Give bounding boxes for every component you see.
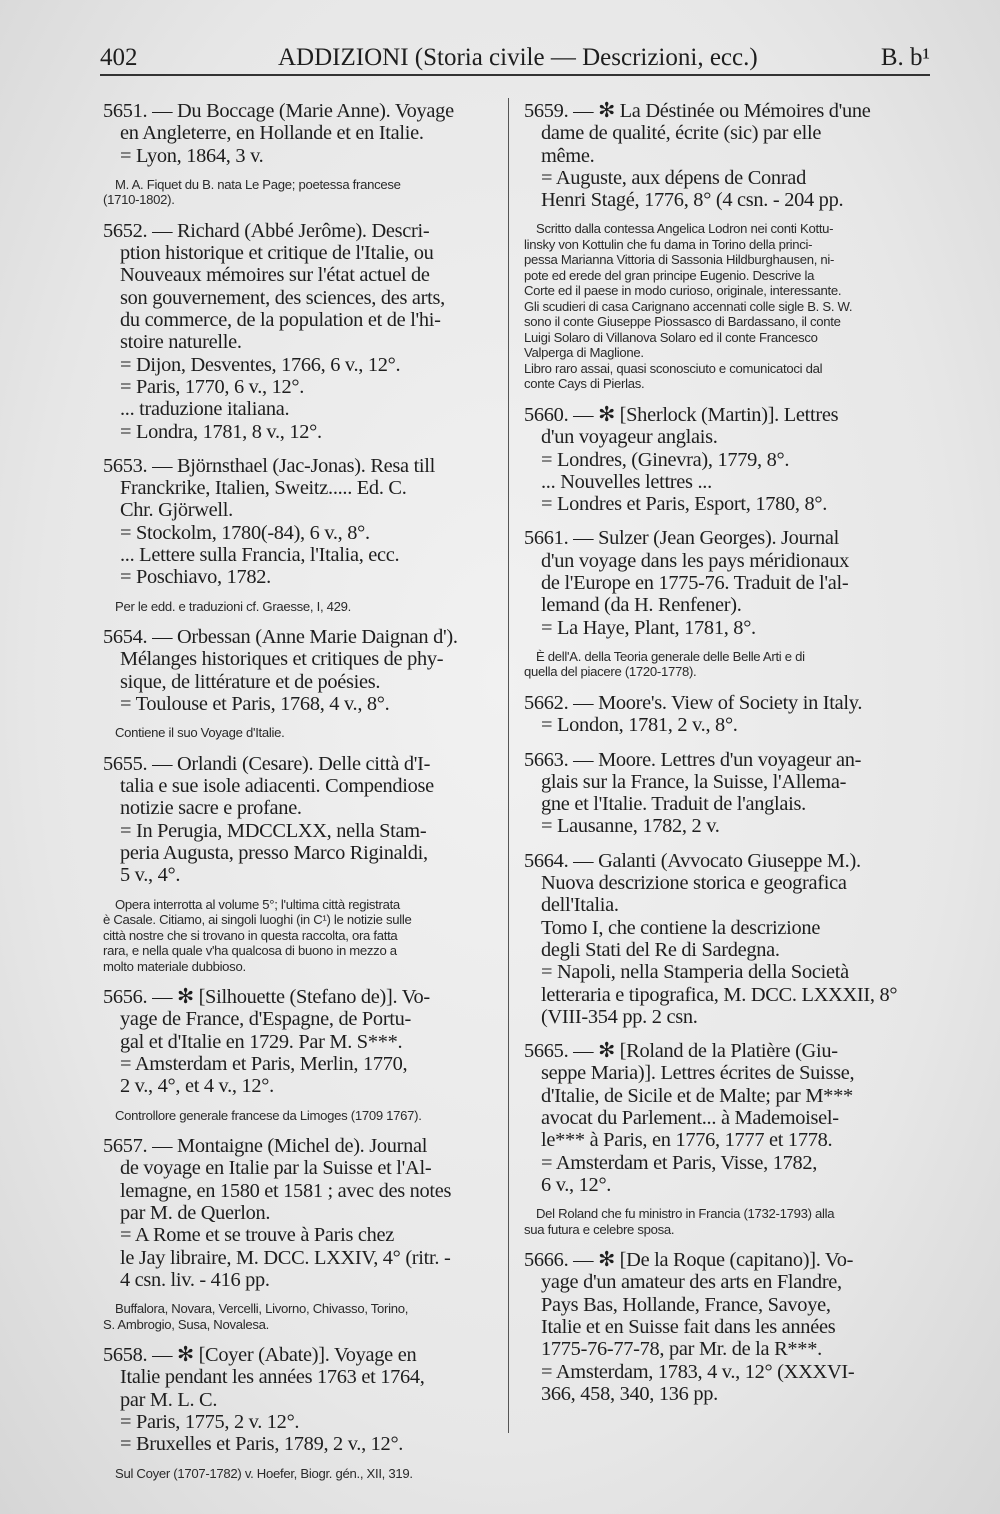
entry-line: 5659. — ✻ La Déstinée ou Mémoires d'une (524, 100, 871, 122)
entry-line: sique, de littérature et de poésies. (120, 670, 381, 693)
entry-line: = Lausanne, 1782, 2 v. (541, 815, 720, 838)
note-line: linsky von Kottulin che fu dama in Torino della princi- (524, 236, 813, 252)
entry-line: 5 v., 4°. (120, 864, 181, 887)
entry-line: = Londres, (Ginevra), 1779, 8°. (541, 448, 790, 471)
entry-line: = In Perugia, MDCCLXX, nella Stam- (120, 819, 427, 842)
note-line: sua futura e celebre sposa. (524, 1221, 675, 1237)
entry-line: lemagne, en 1580 et 1581 ; avec des notes (120, 1179, 452, 1202)
catalog-entry (524, 1040, 934, 1237)
entry-main-text (524, 527, 934, 638)
catalog-entry (103, 100, 501, 208)
entry-line: 6 v., 12°. (541, 1173, 612, 1196)
entry-main-text (103, 220, 501, 443)
entry-line: 5652. — Richard (Abbé Jerôme). Descri- (103, 219, 430, 242)
entry-line: 2 v., 4°, et 4 v., 12°. (120, 1075, 274, 1098)
header-rule (100, 74, 930, 76)
note-line: Sul Coyer (1707-1782) v. Hoefer, Biogr. gén., XII, 319. (115, 1465, 413, 1481)
entry-line: de l'Europe en 1775-76. Traduit de l'al- (541, 572, 849, 595)
entry-line: Pays Bas, Hollande, France, Savoye, (541, 1293, 831, 1316)
left-column (103, 100, 501, 1493)
entry-line: dame de qualité, écrite (sic) par elle (541, 122, 822, 145)
entry-note (103, 599, 501, 615)
note-line: pote ed erede del gran principe Eugenio. Descrive la (524, 267, 815, 283)
entry-line: = Poschiavo, 1782. (120, 566, 271, 589)
entry-line: Italie pendant les années 1763 et 1764, (120, 1366, 425, 1389)
entry-main-text (524, 749, 934, 838)
note-line: Valperga di Maglione. (524, 345, 644, 361)
entry-line: = Dijon, Desventes, 1766, 6 v., 12°. (120, 353, 401, 376)
note-line: Per le edd. e traduzioni cf. Graesse, I, 429. (115, 598, 352, 614)
column-divider (508, 98, 509, 1433)
entry-line: = London, 1781, 2 v., 8°. (541, 714, 738, 737)
entry-note (524, 649, 934, 680)
note-line: Contiene il suo Voyage d'Italie. (115, 725, 285, 741)
entry-line: = Amsterdam et Paris, Visse, 1782, (541, 1151, 818, 1174)
entry-note (103, 725, 501, 741)
note-line: Opera interrotta al volume 5°; l'ultima città registrata (115, 896, 400, 912)
entry-note (103, 1108, 501, 1124)
note-line: Luigi Solaro di Villanova Solaro ed il conte Francesco (524, 329, 818, 345)
entry-line: yage d'un amateur des arts en Flandre, (541, 1271, 842, 1294)
entry-main-text (524, 1249, 934, 1405)
entry-line: 5665. — ✻ [Roland de la Platière (Giu- (524, 1040, 838, 1063)
note-line: molto materiale dubbioso. (103, 958, 246, 974)
note-line: Scritto dalla contessa Angelica Lodron nei conti Kottu- (536, 221, 834, 237)
note-line: sono il conte Giuseppe Piossasco di Bardassano, il conte (524, 314, 841, 330)
entry-main-text (103, 1135, 501, 1291)
entry-line: 5666. — ✻ [De la Roque (capitano)]. Vo- (524, 1249, 854, 1272)
entry-line: 5660. — ✻ [Sherlock (Martin)]. Lettres (524, 403, 839, 426)
note-line: Buffalora, Novara, Vercelli, Livorno, Chivasso, Torino, (115, 1301, 409, 1317)
note-line: è Casale. Citiamo, ai singoli luoghi (in C¹) le notizie sulle (103, 912, 412, 928)
entry-main-text (103, 100, 501, 167)
entry-line: 5651. — Du Boccage (Marie Anne). Voyage (103, 100, 454, 122)
right-column (524, 100, 934, 1417)
entry-line: 1775-76-77-78, par Mr. de la R***. (541, 1338, 822, 1361)
entry-line: ... Nouvelles lettres ... (541, 470, 712, 493)
entry-line: = Amsterdam et Paris, Merlin, 1770, (120, 1053, 408, 1075)
note-line: Corte ed il paese in modo curioso, originale, interessante. (524, 283, 842, 299)
note-line: conte Cays di Pierlas. (524, 376, 645, 392)
entry-main-text (103, 626, 501, 715)
entry-line: le*** à Paris, en 1776, 1777 et 1778. (541, 1129, 833, 1152)
entry-note (103, 1301, 501, 1332)
entry-line: avocat du Parlement... à Mademoisel- (541, 1107, 839, 1129)
entry-line: 5654. — Orbessan (Anne Marie Daignan d'). (103, 626, 458, 649)
entry-line: Franckrike, Italien, Sweitz..... Ed. C. (120, 477, 407, 500)
entry-line: talia e sue isole adiacenti. Compendiose (120, 775, 434, 798)
entry-line: 5663. — Moore. Lettres d'un voyageur an- (524, 748, 862, 771)
entry-line: ... Lettere sulla Francia, l'Italia, ecc. (120, 544, 400, 567)
entry-main-text (524, 850, 934, 1028)
entry-line: notizie sacre e profane. (120, 797, 302, 820)
running-title: ADDIZIONI (Storia civile — Descrizioni, ecc.) (278, 44, 758, 71)
entry-line: = Londra, 1781, 8 v., 12°. (120, 420, 322, 443)
entry-line: même. (541, 144, 595, 167)
entry-line: 5662. — Moore's. View of Society in Italy. (524, 691, 863, 714)
entry-line: = A Rome et se trouve à Paris chez (120, 1224, 395, 1247)
entry-line: Italie et en Suisse fait dans les années (541, 1316, 836, 1339)
entry-note (103, 897, 501, 975)
entry-line: lemand (da H. Renfener). (541, 594, 742, 617)
entry-line: d'un voyage dans les pays méridionaux (541, 549, 849, 572)
entry-line: = La Haye, Plant, 1781, 8°. (541, 616, 756, 639)
note-line: (1710-1802). (103, 192, 175, 208)
catalog-entry (524, 527, 934, 679)
entry-line: d'un voyageur anglais. (541, 426, 718, 449)
catalog-entry (103, 1344, 501, 1481)
entry-line: du commerce, de la population et de l'hi- (120, 309, 441, 332)
entry-line: 5658. — ✻ [Coyer (Abate)]. Voyage en (103, 1344, 417, 1367)
entry-main-text (103, 1344, 501, 1455)
catalog-entry (524, 749, 934, 838)
entry-line: letteraria e tipografica, M. DCC. LXXXII, 8° (541, 983, 898, 1006)
catalog-entry (103, 455, 501, 614)
note-line: quella del piacere (1720-1778). (524, 664, 697, 680)
entry-line: = Paris, 1770, 6 v., 12°. (120, 375, 305, 398)
entry-line: gne et l'Italie. Traduit de l'anglais. (541, 793, 806, 816)
note-line: È dell'A. della Teoria generale delle Belle Arti e di (536, 648, 805, 664)
catalog-entry (103, 626, 501, 741)
entry-line: = Auguste, aux dépens de Conrad (541, 166, 806, 189)
note-line: rara, e nella quale v'ha qualcosa di buono in mezzo a (103, 943, 397, 959)
entry-line: dell'Italia. (541, 894, 619, 917)
entry-line: seppe Maria)]. Lettres écrites de Suisse, (541, 1062, 855, 1085)
entry-line: stoire naturelle. (120, 331, 242, 354)
entry-line: le Jay libraire, M. DCC. LXXIV, 4° (ritr. - (120, 1246, 451, 1269)
catalog-entry (103, 1135, 501, 1332)
entry-main-text (524, 692, 934, 737)
catalog-entry (524, 404, 934, 515)
entry-main-text (524, 404, 934, 515)
entry-main-text (103, 753, 501, 887)
entry-line: gal et d'Italie en 1729. Par M. S***. (120, 1030, 403, 1053)
entry-line: Tomo I, che contiene la descrizione (541, 916, 821, 939)
entry-line: ... traduzione italiana. (120, 398, 290, 421)
catalog-entry (524, 1249, 934, 1405)
note-line: città nostre che si trovano in questa raccolta, ora fatta (103, 927, 398, 943)
entry-line: par M. de Querlon. (120, 1201, 271, 1224)
entry-line: = Amsterdam, 1783, 4 v., 12° (XXXVI- (541, 1360, 855, 1383)
entry-line: = Paris, 1775, 2 v. 12°. (120, 1411, 300, 1434)
note-line: pessa Marianna Vittoria di Sassonia Hildburghausen, ni- (524, 252, 835, 268)
entry-line: Nuova descrizione storica e geografica (541, 872, 847, 895)
entry-line: yage de France, d'Espagne, de Portu- (120, 1008, 412, 1031)
entry-line: 5653. — Björnsthael (Jac-Jonas). Resa till (103, 454, 436, 477)
entry-line: = Lyon, 1864, 3 v. (120, 144, 264, 167)
entry-line: = Toulouse et Paris, 1768, 4 v., 8°. (120, 693, 390, 716)
entry-line: ption historique et critique de l'Italie, ou (120, 242, 434, 265)
entry-line: Henri Stagé, 1776, 8° (4 csn. - 204 pp. (541, 189, 844, 212)
entry-line: son gouvernement, des sciences, des arts, (120, 286, 445, 309)
entry-line: = Bruxelles et Paris, 1789, 2 v., 12°. (120, 1433, 404, 1456)
entry-line: de voyage en Italie par la Suisse et l'Al- (120, 1157, 432, 1180)
note-line: Del Roland che fu ministro in Francia (1732-1793) alla (536, 1206, 835, 1222)
entry-main-text (524, 1040, 934, 1196)
entry-line: Mélanges historiques et critiques de phy- (120, 648, 444, 671)
catalog-entry (524, 692, 934, 737)
entry-line: (VIII-354 pp. 2 csn. (541, 1005, 698, 1028)
entry-line: 5661. — Sulzer (Jean Georges). Journal (524, 527, 839, 550)
signature-mark: B. b¹ (880, 44, 930, 71)
entry-line: 5657. — Montaigne (Michel de). Journal (103, 1135, 428, 1158)
entry-note (103, 1466, 501, 1482)
note-line: M. A. Fiquet du B. nata Le Page; poetessa francese (115, 176, 401, 192)
entry-main-text (524, 100, 934, 211)
entry-line: = Londres et Paris, Esport, 1780, 8°. (541, 493, 828, 516)
catalog-entry (524, 850, 934, 1028)
entry-line: d'Italie, de Sicile et de Malte; par M*** (541, 1084, 853, 1107)
entry-line: degli Stati del Re di Sardegna. (541, 938, 780, 961)
page-header (100, 40, 930, 76)
entry-line: glais sur la France, la Suisse, l'Allema- (541, 770, 847, 793)
note-line: S. Ambrogio, Susa, Novalesa. (103, 1316, 269, 1332)
entry-line: 366, 458, 340, 136 pp. (541, 1382, 718, 1405)
entry-line: en Angleterre, en Hollande et en Italie. (120, 122, 424, 145)
catalog-entry (103, 753, 501, 974)
page-number: 402 (100, 44, 138, 71)
entry-line: 4 csn. liv. - 416 pp. (120, 1268, 270, 1291)
entry-line: 5655. — Orlandi (Cesare). Delle città d'I- (103, 752, 431, 775)
entry-line: Chr. Gjörwell. (120, 499, 233, 522)
note-line: Gli scudieri di casa Carignano accennati colle sigle B. S. W. (524, 298, 853, 314)
entry-note (524, 221, 934, 392)
entry-line: peria Augusta, presso Marco Riginaldi, (120, 842, 428, 865)
entry-line: = Stockolm, 1780(-84), 6 v., 8°. (120, 521, 370, 544)
entry-line: 5664. — Galanti (Avvocato Giuseppe M.). (524, 849, 861, 872)
entry-line: Nouveaux mémoires sur l'état actuel de (120, 264, 430, 287)
note-line: Controllore generale francese da Limoges (1709 1767). (115, 1107, 422, 1123)
catalog-entry (103, 220, 501, 443)
catalog-entry (103, 986, 501, 1123)
entry-main-text (103, 455, 501, 589)
entry-note (524, 1206, 934, 1237)
entry-line: = Napoli, nella Stamperia della Società (541, 961, 849, 984)
entry-line: par M. L. C. (120, 1388, 218, 1411)
entry-line: 5656. — ✻ [Silhouette (Stefano de)]. Vo- (103, 986, 430, 1009)
catalog-entry (524, 100, 934, 392)
entry-main-text (103, 986, 501, 1097)
note-line: Libro raro assai, quasi sconosciuto e comunicatoci dal (524, 360, 823, 376)
entry-note (103, 177, 501, 208)
